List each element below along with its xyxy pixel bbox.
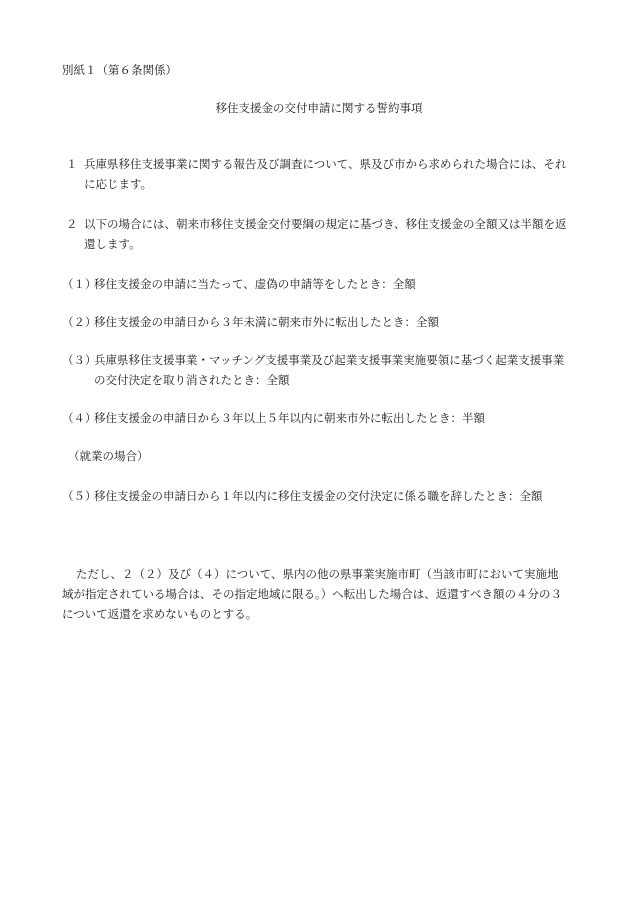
item-2 xyxy=(62,312,567,332)
clause-number: ２ xyxy=(66,217,78,231)
item-text: 移住支援金の申請に当たって、虚偽の申請等をしたとき：全額 xyxy=(94,277,416,291)
clause-2 xyxy=(62,214,567,254)
clause-number: １ xyxy=(66,157,78,171)
item-text: 移住支援金の申請日から３年未満に朝来市外に転出したとき：全額 xyxy=(94,315,439,329)
item-number: （３） xyxy=(62,353,97,367)
item-number: （４） xyxy=(62,411,97,425)
item-number: （２） xyxy=(62,315,97,329)
item-text: 移住支援金の申請日から１年以内に移住支援金の交付決定に係る職を辞したとき：全額 xyxy=(94,489,543,503)
item-text: 兵庫県移住支援事業・マッチング支援事業及び起業支援事業実施要領に基づく起業支援事業の交付決定を取り消されたとき：全額 xyxy=(94,353,565,387)
document-title: 移住支援金の交付申請に関する誓約事項 xyxy=(215,101,423,115)
clause-1 xyxy=(62,154,567,194)
item-number: （１） xyxy=(62,277,97,291)
item-5 xyxy=(62,486,567,506)
item-1 xyxy=(62,274,567,294)
clause-text: 以下の場合には、朝来市移住支援金交付要綱の規定に基づき、移住支援金の全額又は半額を返還します。 xyxy=(84,217,567,251)
item-4 xyxy=(62,408,567,428)
refund-exception-note: ただし、２（２）及び（４）について、県内の他の県事業実施市町（当該市町において実施地域が指定されている場合は、その指定地域に限る。）へ転出した場合は、返還すべき額の４分の３について返還を求めないものとする。 xyxy=(62,567,563,621)
item-3 xyxy=(62,350,567,390)
employment-heading: （就業の場合） xyxy=(68,449,149,463)
clause-text: 兵庫県移住支援事業に関する報告及び調査について、県及び市から求められた場合には、それに応じます。 xyxy=(84,157,567,191)
annex-label: 別紙１（第６条関係） xyxy=(62,63,177,77)
item-number: （５） xyxy=(62,489,97,503)
item-text: 移住支援金の申請日から３年以上５年以内に朝来市外に転出したとき：半額 xyxy=(94,411,485,425)
